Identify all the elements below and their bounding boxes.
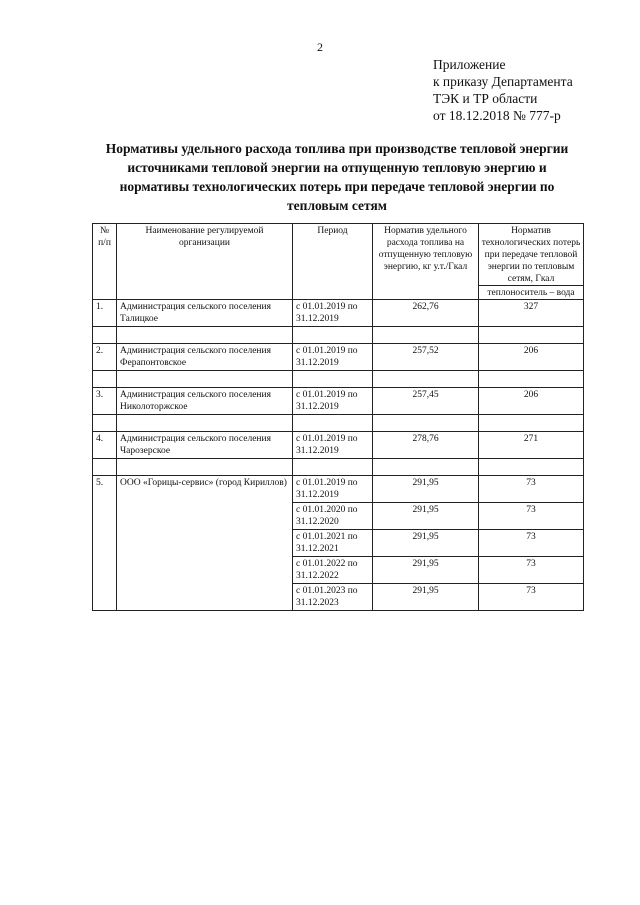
appendix-line-4: от 18.12.2018 № 777-р [433, 108, 561, 123]
header-carrier-label: теплоноситель – вода [479, 285, 583, 299]
row-org: Администрация сельского поселения Талицкое [117, 300, 293, 327]
row-org: Администрация сельского поселения Ферапонтовское [117, 344, 293, 371]
row-fuel: 291,95 [373, 503, 479, 530]
row-fuel: 291,95 [373, 584, 479, 611]
row-period: с 01.01.2021 по 31.12.2021 [293, 530, 373, 557]
document-title: Нормативы удельного расхода топлива при производстве тепловой энергии источниками тепловой энергии на отпущенную тепловую энергию и нормативы технологических потерь при передаче тепловой энергии по тепловым сетям [105, 141, 569, 213]
table-row [93, 476, 584, 503]
row-fuel: 291,95 [373, 557, 479, 584]
row-period: с 01.01.2020 по 31.12.2020 [293, 503, 373, 530]
row-loss: 73 [479, 476, 584, 503]
row-fuel: 291,95 [373, 476, 479, 503]
row-period: с 01.01.2023 по 31.12.2023 [293, 584, 373, 611]
row-loss: 73 [479, 557, 584, 584]
spacer-row [93, 459, 584, 476]
row-loss: 327 [479, 300, 584, 327]
table-row [93, 432, 584, 459]
row-num: 4. [93, 432, 117, 459]
header-org: Наименование регулируемой организации [117, 224, 293, 300]
row-loss: 206 [479, 388, 584, 415]
row-org: Администрация сельского поселения Николоторжское [117, 388, 293, 415]
header-fuel-norm: Норматив удельного расхода топлива на отпущенную тепловую энергию, кг у.т./Гкал [373, 224, 479, 300]
appendix-line-2: к приказу Департамента [433, 74, 573, 89]
table-row [93, 388, 584, 415]
header-num: № п/п [93, 224, 117, 300]
norms-table [92, 223, 584, 611]
row-loss: 73 [479, 503, 584, 530]
row-period: с 01.01.2019 по 31.12.2019 [293, 388, 373, 415]
row-fuel: 262,76 [373, 300, 479, 327]
row-loss: 73 [479, 530, 584, 557]
row-fuel: 257,45 [373, 388, 479, 415]
row-period: с 01.01.2019 по 31.12.2019 [293, 300, 373, 327]
spacer-row [93, 371, 584, 388]
row-fuel: 278,76 [373, 432, 479, 459]
row-loss: 73 [479, 584, 584, 611]
row-org: ООО «Горицы-сервис» (город Кириллов) [117, 476, 293, 611]
row-num: 5. [93, 476, 117, 611]
row-loss: 271 [479, 432, 584, 459]
page-number: 2 [317, 40, 323, 54]
row-org: Администрация сельского поселения Чарозерское [117, 432, 293, 459]
header-loss-norm [479, 224, 584, 300]
table-row [93, 344, 584, 371]
row-period: с 01.01.2019 по 31.12.2019 [293, 432, 373, 459]
row-num: 2. [93, 344, 117, 371]
appendix-line-3: ТЭК и ТР области [433, 91, 538, 106]
row-num: 1. [93, 300, 117, 327]
row-num: 3. [93, 388, 117, 415]
spacer-row [93, 327, 584, 344]
header-period: Период [293, 224, 373, 300]
row-period: с 01.01.2019 по 31.12.2019 [293, 476, 373, 503]
row-fuel: 291,95 [373, 530, 479, 557]
row-period: с 01.01.2019 по 31.12.2019 [293, 344, 373, 371]
table-row [93, 300, 584, 327]
row-loss: 206 [479, 344, 584, 371]
row-period: с 01.01.2022 по 31.12.2022 [293, 557, 373, 584]
appendix-line-1: Приложение [433, 57, 506, 72]
row-fuel: 257,52 [373, 344, 479, 371]
table-header-row [93, 224, 584, 300]
appendix-block [433, 56, 573, 124]
spacer-row [93, 415, 584, 432]
header-loss-label: Норматив технологических потерь при передаче тепловой энергии по тепловым сетям, Гкал [481, 226, 581, 284]
